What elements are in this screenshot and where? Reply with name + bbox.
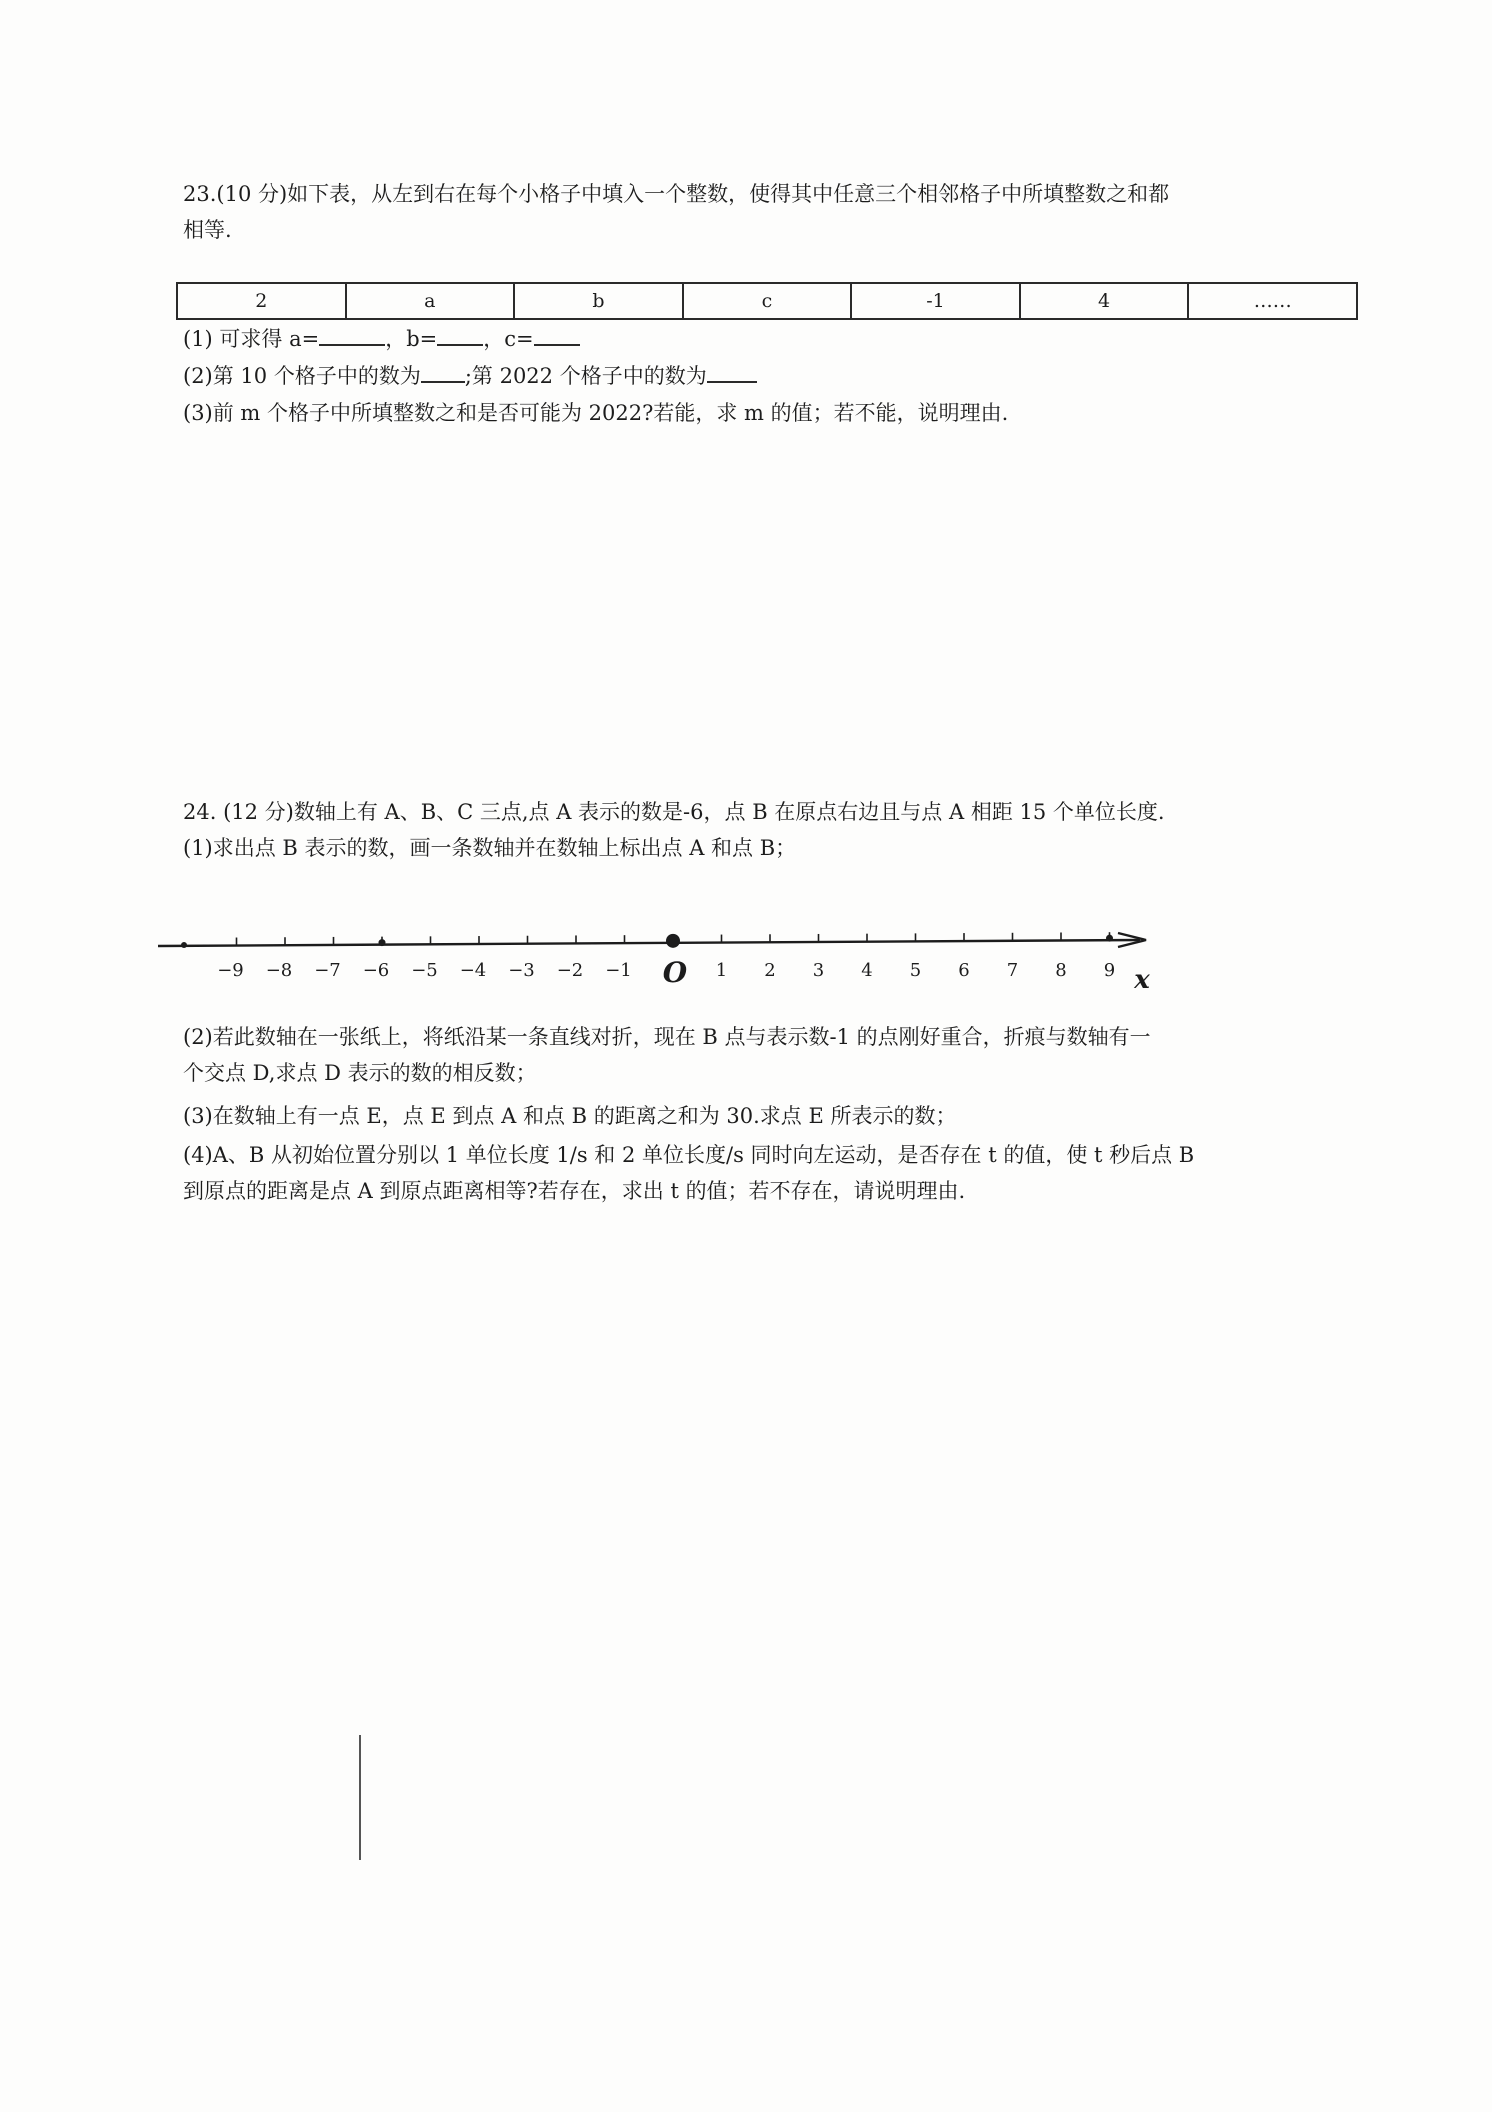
tick-label: −6: [362, 960, 390, 981]
tick-label: 2: [764, 960, 776, 981]
tick-label: −3: [508, 960, 535, 981]
tick-label: 3: [812, 960, 825, 981]
table-cell-4: c: [683, 283, 852, 319]
tick-label: 1: [715, 960, 728, 981]
answer-blank-c[interactable]: [534, 326, 580, 346]
tick-label: −1: [605, 960, 632, 981]
table-cell-3: b: [514, 283, 683, 319]
part-1-text-a: (1) 可求得 a=: [183, 327, 320, 351]
tick-label: −2: [556, 960, 584, 981]
axis-start-dot: [181, 942, 187, 948]
tick-label: −8: [265, 960, 293, 981]
part-4-line2: 到原点的距离是点 A 到原点距离相等?若存在，求出 t 的值；若不存在，请说明理由.: [183, 1179, 966, 1203]
point-marker: [379, 939, 386, 946]
answer-blank-10th[interactable]: [421, 363, 465, 383]
table-row: [177, 283, 1357, 319]
sequence-table: [176, 282, 1358, 320]
tick-label: 5: [909, 960, 922, 981]
tick-label: −7: [314, 960, 341, 981]
table-cell-1: 2: [177, 283, 346, 319]
tick-label: 4: [861, 960, 873, 981]
tick-label: 7: [1006, 960, 1019, 981]
table-cell-2: a: [346, 283, 515, 319]
table-cell-5: -1: [851, 283, 1020, 319]
question-24-part-3: (3)在数轴上有一点 E，点 E 到点 A 和点 B 的距离之和为 30.求点 E 所表示的数；: [183, 1104, 957, 1128]
question-23-stem: [183, 176, 1363, 248]
question-23-part-2: [183, 361, 757, 391]
tick-label: 9: [1103, 960, 1116, 981]
tick-label: 8: [1055, 960, 1067, 981]
scan-artifact-line: [359, 1735, 361, 1860]
origin-label: O: [662, 956, 688, 989]
number-line: [150, 910, 1170, 1010]
number-line-axis: [158, 940, 1140, 946]
question-23-line1: 23.(10 分)如下表，从左到右在每个小格子中填入一个整数，使得其中任意三个相邻格子中所填整数之和都: [183, 182, 1170, 206]
part-1-text-c: ，c=: [483, 327, 534, 351]
question-23-line2: 相等.: [183, 218, 232, 242]
question-24-stem: [183, 794, 1165, 866]
tick-label: 6: [958, 960, 970, 981]
number-line-ticks: [158, 932, 1150, 995]
question-24-part-4: [183, 1140, 1194, 1206]
table-cell-7: ……: [1188, 283, 1357, 319]
tick-label: −5: [411, 960, 438, 981]
part-2-text-b: ;第 2022 个格子中的数为: [464, 364, 707, 388]
answer-blank-a[interactable]: [319, 326, 385, 346]
part-2-text-a: (2)第 10 个格子中的数为: [183, 364, 421, 388]
point-marker: [1106, 935, 1113, 942]
table-cell-6: 4: [1020, 283, 1189, 319]
question-24-line1: 24. (12 分)数轴上有 A、B、C 三点,点 A 表示的数是-6，点 B 在原点右边且与点 A 相距 15 个单位长度.: [183, 800, 1165, 824]
answer-blank-b[interactable]: [437, 326, 483, 346]
part-1-text-b: ，b=: [385, 327, 438, 351]
question-23-part-1: [183, 324, 580, 354]
answer-blank-2022nd[interactable]: [707, 363, 757, 383]
question-24-line2: (1)求出点 B 表示的数，画一条数轴并在数轴上标出点 A 和点 B；: [183, 836, 797, 860]
point-marker: [666, 934, 680, 948]
question-23-part-3: (3)前 m 个格子中所填整数之和是否可能为 2022?若能，求 m 的值；若不能，说明理由.: [183, 401, 1009, 425]
part-4-line1: (4)A、B 从初始位置分别以 1 单位长度 1/s 和 2 单位长度/s 同时向左运动，是否存在 t 的值，使 t 秒后点 B: [183, 1143, 1195, 1167]
tick-label: −4: [459, 960, 487, 981]
tick-label: −9: [217, 960, 244, 981]
part-2-line2: 个交点 D,求点 D 表示的数的相反数；: [183, 1061, 537, 1085]
part-2-line1: (2)若此数轴在一张纸上，将纸沿某一条直线对折，现在 B 点与表示数-1 的点刚好重合，折痕与数轴有一: [183, 1025, 1151, 1049]
question-24-part-2: [183, 1022, 1151, 1088]
axis-label-x: x: [1134, 965, 1150, 995]
